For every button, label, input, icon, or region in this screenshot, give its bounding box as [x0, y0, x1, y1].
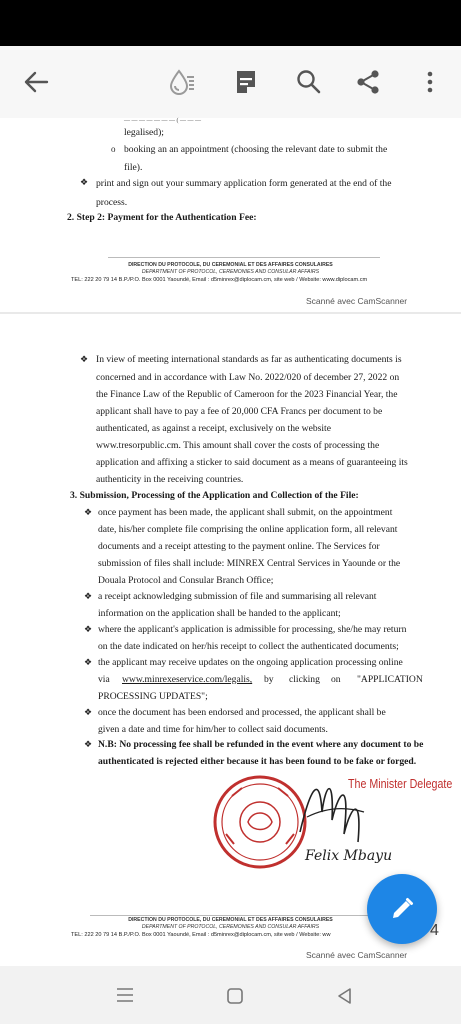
- signatory-title: The Minister Delegate: [348, 776, 453, 791]
- step-2-heading: 2. Step 2: Payment for the Authentication Fee:: [67, 212, 257, 223]
- recent-apps-icon[interactable]: [116, 986, 134, 1009]
- diamond-bullet-icon: ❖: [84, 657, 93, 667]
- camscanner-label: Scanné avec CamScanner: [306, 950, 408, 960]
- submit-line-4: submission of files shall include: MINREX Central Services in Yaounde or the: [98, 558, 401, 569]
- cut-text-fragment: — — — — — — — ( — — —: [124, 118, 201, 124]
- fee-line-8: authenticity in the receiving countries.: [96, 474, 244, 485]
- updates-application: "APPLICATION: [357, 674, 423, 685]
- footer-line-fr: DIRECTION DU PROTOCOLE, DU CEREMONIAL ET DES AFFAIRES CONSULAIRES: [128, 917, 333, 923]
- fee-line-5: authenticated, as against a receipt, exclusively on the website: [96, 423, 331, 434]
- updates-via: via: [98, 674, 110, 685]
- nb-line-1: N.B: No processing fee shall be refunded in the event where any document to be: [98, 739, 424, 750]
- print-line-2: process.: [96, 197, 128, 208]
- diamond-bullet-icon: ❖: [84, 591, 93, 601]
- minrexeservice-link[interactable]: [122, 671, 252, 688]
- booking-line-1: booking an an appointment (choosing the relevant date to submit the: [124, 144, 388, 155]
- updates-clicking: clicking: [289, 674, 320, 685]
- top-toolbar: [0, 46, 461, 119]
- status-bar: [0, 0, 461, 46]
- endorsed-line-2: given a date and time for him/her to collect said documents.: [98, 724, 328, 735]
- footer-divider: [90, 915, 380, 916]
- share-icon[interactable]: [346, 60, 390, 104]
- footer-directorate: [0, 262, 461, 276]
- footer-contact: TEL: 222 20 79 14 B.P./P.O. Box 0001 Yaoundé, Email : d5minrex@diplocam.cm, site web / Website: ww: [71, 932, 331, 938]
- footer-line-en: DEPARTMENT OF PROTOCOL, CEREMONIES AND CONSULAR AFFAIRS: [141, 269, 320, 275]
- print-line-1: print and sign out your summary application form generated at the end of the: [96, 178, 392, 189]
- more-vert-icon[interactable]: [408, 60, 452, 104]
- diamond-bullet-icon: ❖: [84, 739, 93, 749]
- system-navigation-bar: [0, 966, 461, 1024]
- submit-line-3: documents and a receipt attesting to the payment online. The Services for: [98, 541, 380, 552]
- section-3-heading: 3. Submission, Processing of the Application and Collection of the File:: [70, 490, 359, 501]
- admissible-line-2: on the date indicated on her/his receipt to collect the authenticated documents;: [98, 641, 399, 652]
- reader-mode-icon[interactable]: [224, 60, 268, 104]
- diamond-bullet-icon: ❖: [80, 177, 89, 187]
- fee-line-6: www.tresorpublic.cm. This amount shall cover the costs of processing the: [96, 440, 380, 451]
- document-page-1: [0, 118, 461, 312]
- signatory-name: Felix Mbayu: [305, 848, 393, 864]
- submit-line-1: once payment has been made, the applicant shall submit, on the appointment: [98, 507, 393, 518]
- back-arrow-icon[interactable]: [14, 60, 58, 104]
- diamond-bullet-icon: ❖: [84, 707, 93, 717]
- fee-line-2: concerned and in accordance with Law No. 2022/020 of december 27, 2022 on: [96, 372, 400, 383]
- footer-divider: [108, 257, 380, 258]
- fee-line-1: In view of meeting international standards as far as authenticating documents is: [96, 354, 402, 365]
- diamond-bullet-icon: ❖: [84, 507, 93, 517]
- ink-drop-icon[interactable]: [160, 60, 204, 104]
- fee-line-3: the Finance Law of the Republic of Cameroon for the 2023 Financial Year, the: [96, 389, 398, 400]
- minrexeservice-link-text[interactable]: www.minrexeservice.com/legalis,: [122, 674, 253, 685]
- submit-line-2: date, his/her complete file comprising the online application form, all relevant: [98, 524, 398, 535]
- endorsed-line-1: once the document has been endorsed and processed, the applicant shall be: [98, 707, 386, 718]
- pencil-edit-icon: [389, 896, 415, 922]
- updates-line-3: PROCESSING UPDATES";: [98, 691, 208, 702]
- updates-by: by: [264, 674, 274, 685]
- home-icon[interactable]: [226, 987, 244, 1010]
- booking-line-2: file).: [124, 162, 143, 173]
- footer-line-en: DEPARTMENT OF PROTOCOL, CEREMONIES AND CONSULAR AFFAIRS: [141, 924, 320, 930]
- back-triangle-icon[interactable]: [336, 987, 352, 1010]
- admissible-line-1: where the applicant's application is admissible for processing, she/he may return: [98, 624, 407, 635]
- updates-on: on: [331, 674, 341, 685]
- footer-line-fr: DIRECTION DU PROTOCOLE, DU CEREMONIAL ET DES AFFAIRES CONSULAIRES: [128, 262, 333, 268]
- receipt-line-1: a receipt acknowledging submission of file and summarising all relevant: [98, 591, 377, 602]
- legalised-line: legalised);: [124, 127, 164, 138]
- fee-line-7: application and affixing a sticker to said document as a means of guaranteeing its: [96, 457, 408, 468]
- circle-bullet-icon: o: [111, 144, 116, 154]
- fee-line-4: applicant shall have to pay a fee of 20,000 CFA Francs per document to be: [96, 406, 383, 417]
- camscanner-label: Scanné avec CamScanner: [306, 296, 408, 306]
- handwritten-signature: [292, 772, 372, 852]
- receipt-line-2: information on the application shall be handed to the applicant;: [98, 608, 341, 619]
- nb-line-2: authenticated is rejected either because it has been found to be fake or forged.: [98, 756, 417, 767]
- diamond-bullet-icon: ❖: [80, 354, 89, 364]
- footer-contact: TEL: 222 20 79 14 B.P./P.O. Box 0001 Yaoundé, Email : d5minrex@diplocam.cm, site web / Website: www.diplocam.cm: [71, 277, 368, 283]
- diamond-bullet-icon: ❖: [84, 624, 93, 634]
- edit-fab-button[interactable]: [367, 874, 437, 944]
- updates-line-1: the applicant may receive updates on the ongoing application processing online: [98, 657, 403, 668]
- page-number: 4: [430, 922, 439, 939]
- submit-line-5: Douala Protocol and Consular Branch Office;: [98, 575, 274, 586]
- search-icon[interactable]: [287, 60, 331, 104]
